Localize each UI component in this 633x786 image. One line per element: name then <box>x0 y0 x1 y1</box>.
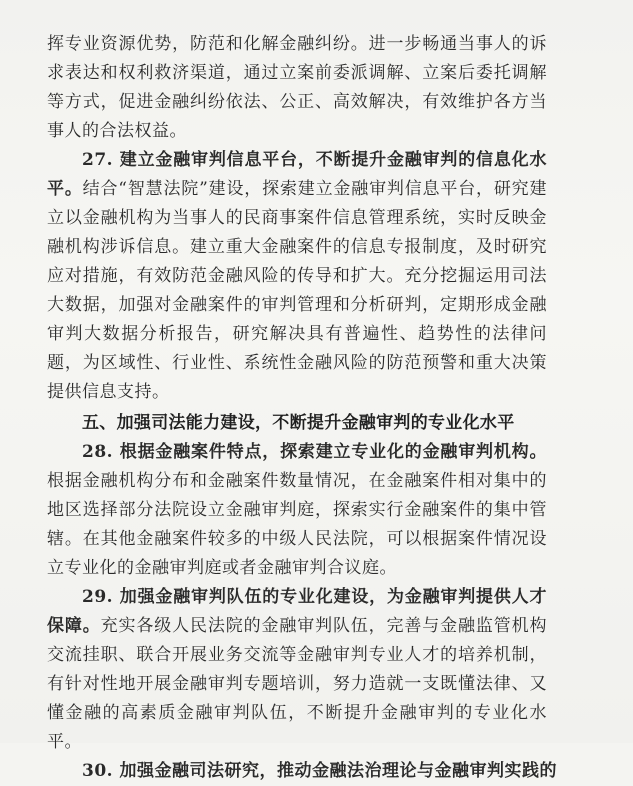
section-heading: 五、加强司法能力建设，不断提升金融审判的专业化水平 <box>82 413 515 433</box>
paragraph-text: 挥专业资源优势，防范和化解金融纠纷。进一步畅通当事人的诉求表达和权利救济渠道，通过立案前委派调解、立案后委托调解等方式，促进金融纠纷依法、公正、高效解决，有效维护各方当事人的合法权益。 <box>47 34 547 141</box>
item-27-lead: 27. 建立金融审判信息平台，不断提升金融审判的信息化水平。 <box>47 150 547 199</box>
paragraph-item-28 <box>47 438 547 583</box>
item-28-text: 根据金融机构分布和金融案件数量情况，在金融案件相对集中的地区选择部分法院设立金融审判庭，探索实行金融案件的集中管辖。在其他金融案件较多的中级人民法院，可以根据案件情况设立专业化的金融审判庭或者金融审判合议庭。 <box>47 471 547 578</box>
paragraph-item-29 <box>47 583 547 757</box>
document-body <box>47 30 557 786</box>
paragraph-continuation <box>47 30 547 146</box>
paragraph-item-27 <box>47 146 547 407</box>
item-29-lead: 29. 加强金融审判队伍的专业化建设，为金融审判提供人才保障。 <box>47 587 547 636</box>
item-27-text: 结合“智慧法院”建设，探索建立金融审判信息平台，研究建立以金融机构为当事人的民商事案件信息管理系统，实时反映金融机构涉诉信息。建立重大金融案件的信息专报制度，及时研究应对措施，有效防范金融风险的传导和扩大。充分挖掘运用司法大数据，加强对金融案件的审判管理和分析研判，定期形成金融审判大数据分析报告，研究解决具有普遍性、趋势性的法律问题，为区域性、行业性、系统性金融风险的防范预警和重大决策提供信息支持。 <box>47 179 547 402</box>
paragraph-item-30: 30. 加强金融司法研究，推动金融法治理论与金融审判实践的 <box>82 761 557 781</box>
item-28-lead: 28. 根据金融案件特点，探索建立专业化的金融审判机构。 <box>82 442 547 462</box>
item-29-text: 充实各级人民法院的金融审判队伍，完善与金融监管机构交流挂职、联合开展业务交流等金融审判专业人才的培养机制，有针对性地开展金融审判专题培训，努力造就一支既懂法律、又懂金融的高素质金融审判队伍，不断提升金融审判的专业化水平。 <box>47 616 548 752</box>
